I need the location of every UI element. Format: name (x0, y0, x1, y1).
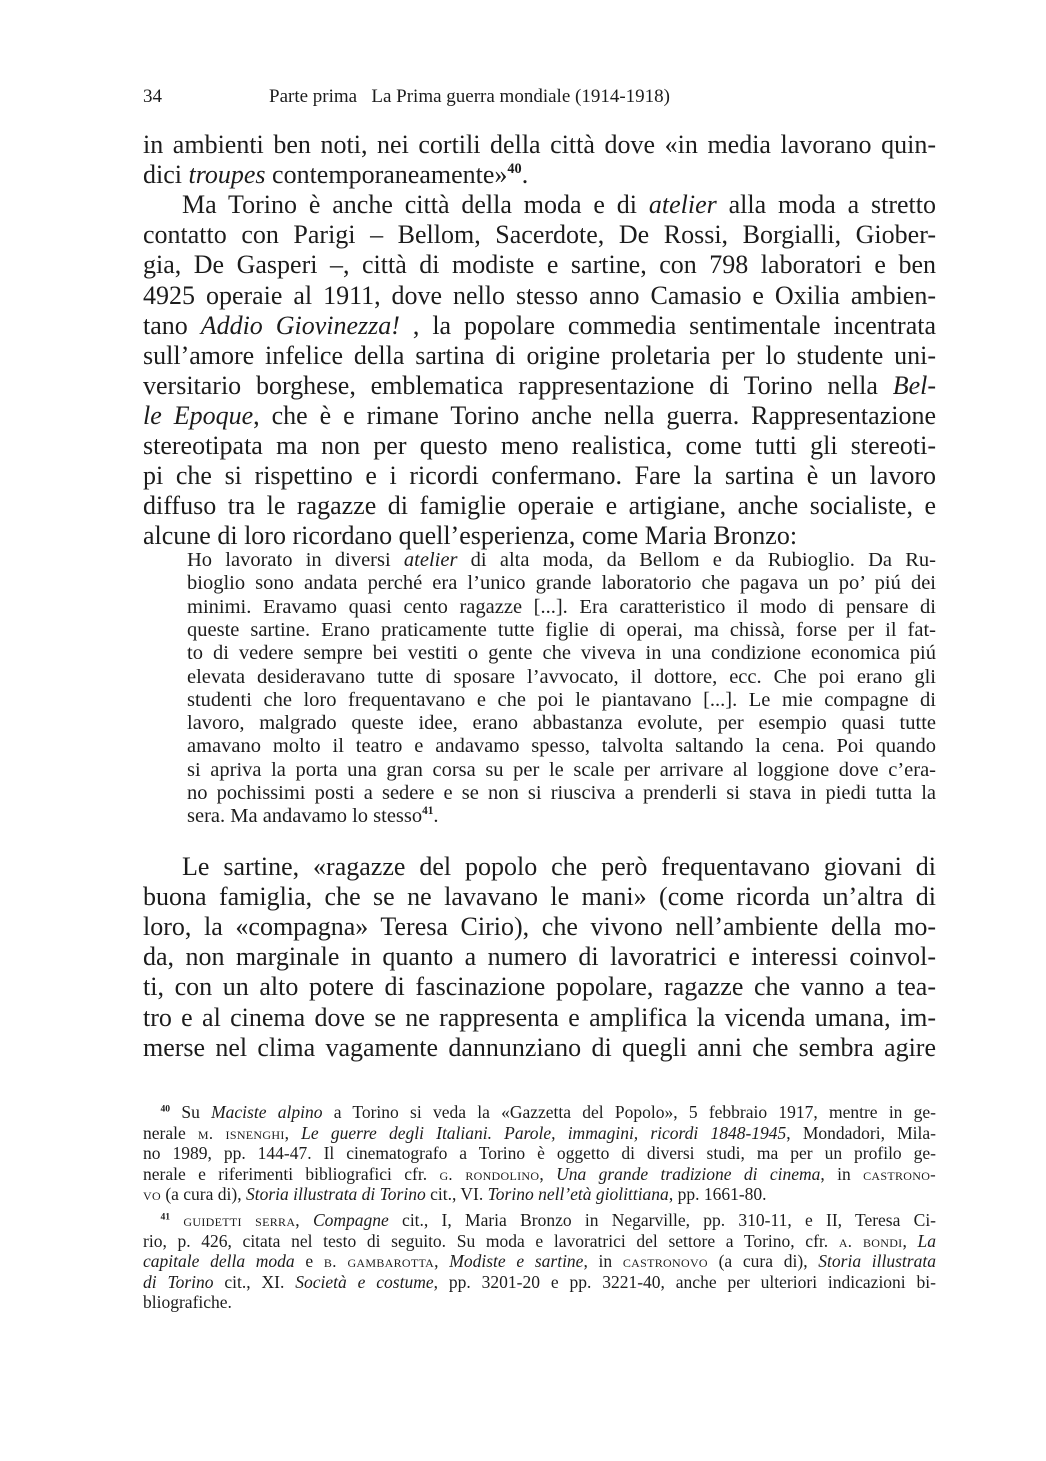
block-quote-line: si apriva la porta una gran corsa su per le scale per arrivare al loggione dove c’era- (187, 758, 936, 781)
block-quote-line: queste sartine. Erano praticamente tutte figlie di operai, ma chissà, forse per il fat- (187, 618, 936, 641)
block-quote-line: Ho lavorato in diversi atelier di alta moda, da Bellom e da Rubioglio. Da Ru- (187, 549, 936, 571)
body-text-line: gia, De Gasperi –, città di modiste e sartine, con 798 laboratori e ben (143, 250, 936, 280)
running-title: Parte prima La Prima guerra mondiale (1914-1918) (269, 86, 670, 107)
footnote-41-line: di Torino cit., XI. Società e costume, pp. 3201-20 e pp. 3221-40, anche per ulteriori indicazioni bi- (143, 1271, 936, 1292)
body-text-line: da, non marginale in quanto a numero di lavoratrici e interessi coinvol- (143, 942, 936, 972)
footnote-41-line: $^{41}$ guidetti serra, Compagne cit., I, Maria Bronzo in Negarville, pp. 310-11, e II, Teresa Ci- (160, 1210, 937, 1230)
body-text-line: Le sartine, «ragazze del popolo che però frequentavano giovani di (143, 852, 936, 881)
body-text-line: diffuso tra le ragazze di famiglie operaie e artigiane, anche socialiste, e (143, 491, 936, 521)
footnote-40-line: vo (a cura di), Storia illustrata di Torino cit., VI. Torino nell’età giolittiana, pp. 1661-80. (143, 1184, 767, 1205)
body-text-line: tro e al cinema dove se ne rappresenta e amplifica la vicenda umana, im- (143, 1002, 936, 1032)
block-quote-line: bioglio sono andata perché era l’unico grande laboratorio che pagava un po’ piú dei (187, 572, 936, 595)
footnote-40-line: no 1989, pp. 144-47. Il cinematografo a Torino è oggetto di diversi studi, ma per un profilo ge- (143, 1143, 936, 1164)
block-quote-line: to di vedere sempre bei vestiti o gente che viveva in una condizione economica piú (187, 642, 936, 665)
footnote-40-line: nerale e riferimenti bibliografici cfr. g. rondolino, Una grande tradizione di cinema, in castrono- (143, 1163, 937, 1184)
block-quote-line: minimi. Eravamo quasi cento ragazze [...]. Era caratteristico il modo di pensare di (187, 595, 936, 618)
footnote-41-line: bliografiche. (143, 1292, 232, 1313)
running-header (143, 84, 923, 110)
body-text-line: in ambienti ben noti, nei cortili della città dove «in media lavorano quin- (143, 130, 936, 159)
block-quote-line: studenti che loro frequentavano e che poi le piantavano [...]. Le mie compagne di (187, 688, 936, 711)
block-quote-line: amavano molto il teatro e andavamo spesso, talvolta saltando la cena. Poi quando (187, 735, 936, 758)
page-number: 34 (143, 86, 162, 107)
body-text-line: stereotipata ma non per questo meno realistica, come tutti gli stereoti- (143, 431, 936, 460)
body-text-line: merse nel clima vagamente dannunziano di quegli anni che sembra agire (143, 1032, 936, 1062)
body-text-line: contatto con Parigi – Bellom, Sacerdote, De Rossi, Borgialli, Giober- (143, 220, 936, 250)
block-quote-line: elevata desideravano tutte di sposare l’avvocato, il dottore, ecc. Che poi erano gli (187, 665, 936, 688)
body-text-line: tano Addio Giovinezza! , la popolare commedia sentimentale incentrata (143, 310, 936, 340)
footnote-40-line: $^{40}$ Su Maciste alpino a Torino si veda la «Gazzetta del Popolo», 5 febbraio 1917, mentre in ge- (160, 1102, 937, 1122)
body-text-line: loro, la «compagna» Teresa Cirio), che vivono nell’ambiente della mo- (143, 912, 936, 942)
block-quote-line: no pochissimi posti a sedere e se non si riusciva a prenderli si stava in piedi tutta la (187, 782, 936, 804)
footnote-41-line: rio, p. 426, citata nel testo di seguito. Su moda e lavoratrici del settore a Torino, cfr. a. bondi, La (143, 1230, 936, 1251)
block-quote-line: sera. Ma andavamo lo stesso$^{41}$. (187, 805, 439, 828)
footnote-41-line: capitale della moda e b. gambarotta, Modiste e sartine, in castronovo (a cura di), Storia illustrata (143, 1251, 936, 1272)
body-text-line: buona famiglia, che se ne lavavano le mani» (come ricorda un’altra di (143, 882, 936, 912)
body-text-line: le Epoque, che è e rimane Torino anche nella guerra. Rappresentazione (143, 400, 936, 430)
body-text-line: pi che si rispettino e i ricordi confermano. Fare la sartina è un lavoro (143, 461, 936, 491)
body-text-line: 4925 operaie al 1911, dove nello stesso anno Camasio e Oxilia ambien- (143, 280, 936, 310)
body-text-line: ti, con un alto potere di fascinazione popolare, ragazze che vanno a tea- (143, 972, 936, 1002)
body-text-line: dici troupes contemporaneamente»$^{40}$. (143, 160, 529, 190)
body-text-line: alcune di loro ricordano quell’esperienza, come Maria Bronzo: (143, 521, 798, 551)
body-text-line: sull’amore infelice della sartina di origine proletaria per lo studente uni- (143, 340, 936, 370)
footnote-40-line: nerale m. isnenghi, Le guerre degli Italiani. Parole, immagini, ricordi 1848-1945, Mondadori, Mila- (143, 1122, 936, 1143)
block-quote-line: lavoro, malgrado queste idee, erano abbastanza evolute, per esempio quasi tutte (187, 712, 936, 735)
body-text-line: Ma Torino è anche città della moda e di atelier alla moda a stretto (143, 190, 936, 220)
body-text-line: versitario borghese, emblematica rappresentazione di Torino nella Bel- (143, 370, 936, 400)
